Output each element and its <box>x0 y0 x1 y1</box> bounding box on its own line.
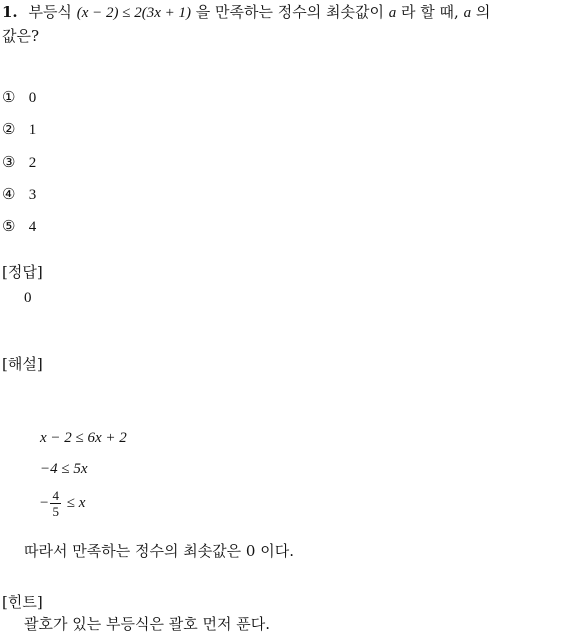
explanation-label: [해설] <box>2 355 43 373</box>
step3-rest: ≤ x <box>66 495 86 511</box>
option-4[interactable] <box>2 184 36 205</box>
explanation-step-3 <box>40 486 85 520</box>
explanation-conclusion: 따라서 만족하는 정수의 최솟값은 0 이다. <box>24 542 294 560</box>
question-text-line2: 값은? <box>2 27 40 45</box>
option-1[interactable] <box>2 87 36 108</box>
question-var-a2: a <box>463 5 472 21</box>
question-number: 1. <box>2 3 18 21</box>
question-text-mid2: 라 할 때, <box>401 3 459 21</box>
fraction <box>50 488 61 519</box>
question-line-1 <box>2 2 490 23</box>
question-var-a: a <box>388 5 397 21</box>
option-value: 3 <box>28 187 37 203</box>
hint-label: [힌트] <box>2 593 43 611</box>
question-text-end: 의 <box>475 3 491 21</box>
minus-sign: − <box>40 495 49 511</box>
option-number: ④ <box>2 185 16 203</box>
option-5[interactable] <box>2 216 36 237</box>
question-text-mid: 을 만족하는 정수의 최솟값이 <box>195 3 384 21</box>
explanation-step-1: x − 2 ≤ 6x + 2 <box>40 430 127 446</box>
question-line-2 <box>2 26 39 46</box>
option-2[interactable] <box>2 119 36 140</box>
answer-value: 0 <box>24 290 32 306</box>
fraction-numerator: 4 <box>52 488 59 504</box>
question-inequality: (x − 2) ≤ 2(3x + 1) <box>76 5 191 21</box>
option-3[interactable] <box>2 152 36 173</box>
option-value: 2 <box>28 155 37 171</box>
option-number: ⑤ <box>2 217 16 235</box>
option-value: 1 <box>28 122 37 138</box>
option-value: 0 <box>28 90 37 106</box>
option-number: ③ <box>2 153 16 171</box>
hint-text: 괄호가 있는 부등식은 괄호 먼저 푼다. <box>24 615 270 633</box>
fraction-denominator: 5 <box>52 504 59 520</box>
explanation-step-2: −4 ≤ 5x <box>40 461 88 477</box>
option-number: ① <box>2 88 16 106</box>
option-number: ② <box>2 120 16 138</box>
option-value: 4 <box>28 219 37 235</box>
answer-label: [정답] <box>2 263 43 281</box>
question-text-pre: 부등식 <box>28 3 72 21</box>
